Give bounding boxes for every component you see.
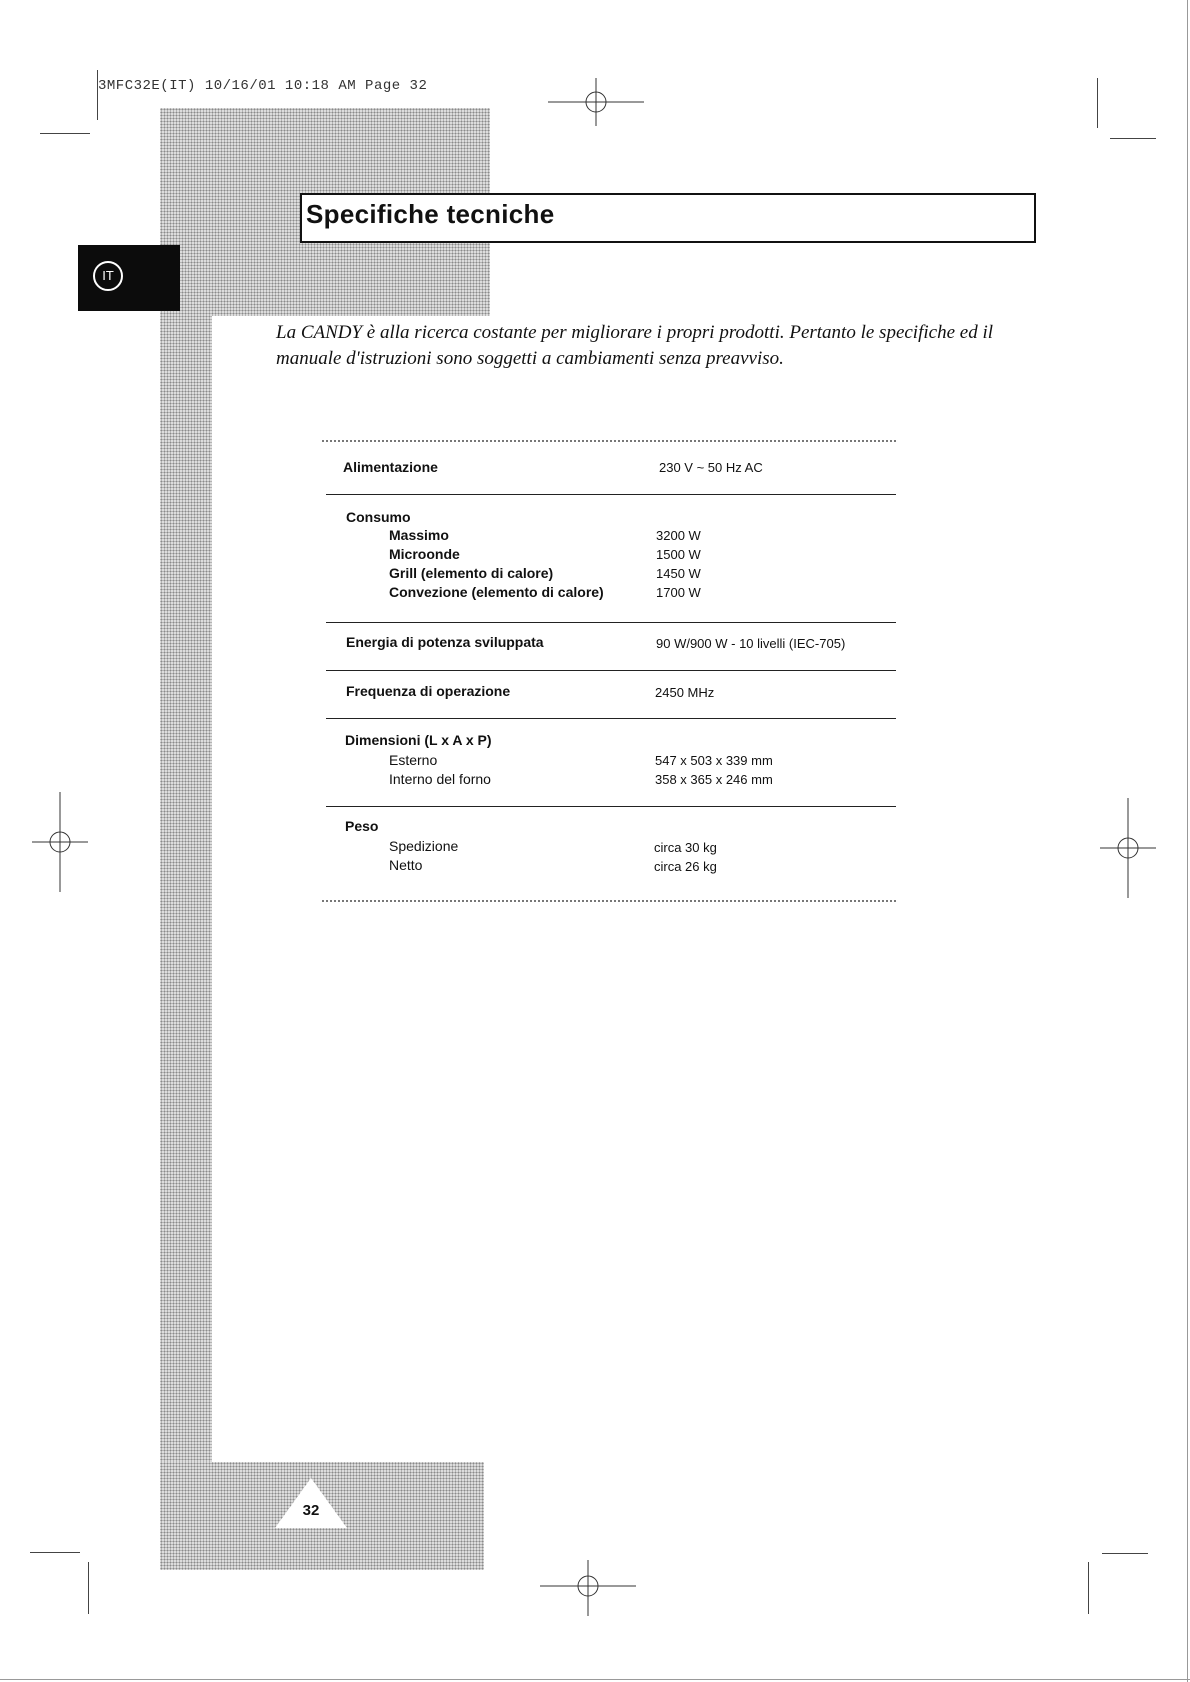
- table-divider: [326, 622, 896, 623]
- spec-power-supply-value: 230 V ~ 50 Hz AC: [659, 460, 763, 475]
- table-divider: [326, 670, 896, 671]
- crop-mark-top-right-v: [1097, 78, 1098, 128]
- spec-consumption-value: 3200 W: [656, 528, 701, 543]
- spec-dimensions-label: Dimensioni (L x A x P): [345, 732, 492, 748]
- spec-power-supply-label: Alimentazione: [343, 459, 438, 475]
- spec-consumption-value: 1700 W: [656, 585, 701, 600]
- intro-note: La CANDY è alla ricerca costante per migliorare i propri prodotti. Pertanto le specifiche ed il manuale d'istruzioni sono soggetti a cambiamenti senza preavviso.: [276, 322, 993, 369]
- spec-output-power-label: Energia di potenza sviluppata: [346, 634, 544, 650]
- spec-consumption-item: Convezione (elemento di calore): [389, 584, 604, 600]
- spec-weight-label: Peso: [345, 818, 379, 834]
- page-edge-right: [1187, 0, 1188, 1682]
- crop-mark-top-left-h: [40, 133, 90, 134]
- table-divider: [326, 494, 896, 495]
- registration-mark-right: [1100, 798, 1156, 898]
- spec-frequency-value: 2450 MHz: [655, 685, 715, 700]
- language-badge: IT: [93, 261, 123, 291]
- print-header: 3MFC32E(IT) 10/16/01 10:18 AM Page 32: [98, 78, 428, 94]
- spec-weight-item: Spedizione: [389, 838, 459, 854]
- spec-weight-value: circa 30 kg: [654, 840, 717, 855]
- crop-mark-bottom-left-v: [88, 1562, 89, 1614]
- table-top-border: [322, 440, 896, 442]
- section-title-box: [300, 193, 1036, 243]
- registration-mark-top: [548, 78, 644, 130]
- spec-dimensions-value: 547 x 503 x 339 mm: [655, 753, 773, 768]
- page-title: Specifiche tecniche: [306, 199, 555, 229]
- crop-mark-top-right-h: [1110, 138, 1156, 139]
- spec-consumption-value: 1450 W: [656, 566, 701, 581]
- table-bottom-border: [322, 900, 896, 902]
- spec-weight-item: Netto: [389, 857, 423, 873]
- spec-consumption-item: Grill (elemento di calore): [389, 565, 554, 581]
- crop-mark-bottom-right-v: [1088, 1562, 1089, 1614]
- spec-consumption-item: Microonde: [389, 546, 460, 562]
- registration-mark-bottom: [540, 1560, 636, 1616]
- side-band-vertical: [160, 108, 212, 1570]
- page-number: 32: [302, 1502, 320, 1519]
- spec-frequency-label: Frequenza di operazione: [346, 683, 511, 699]
- language-tab: [78, 245, 180, 311]
- crop-mark-bottom-right-h: [1102, 1553, 1148, 1554]
- spec-consumption-label: Consumo: [346, 509, 411, 525]
- crop-mark-top-left-v: [97, 70, 98, 120]
- spec-consumption-item: Massimo: [389, 527, 449, 543]
- registration-mark-left: [32, 792, 88, 892]
- spec-dimensions-value: 358 x 365 x 246 mm: [655, 772, 773, 787]
- spec-dimensions-item: Esterno: [389, 752, 438, 768]
- spec-output-power-value: 90 W/900 W - 10 livelli (IEC-705): [656, 636, 846, 651]
- spec-dimensions-item: Interno del forno: [389, 771, 491, 787]
- spec-weight-value: circa 26 kg: [654, 859, 717, 874]
- table-divider: [326, 806, 896, 807]
- page-edge-bottom: [0, 1679, 1190, 1680]
- table-divider: [326, 718, 896, 719]
- spec-consumption-value: 1500 W: [656, 547, 701, 562]
- crop-mark-bottom-left-h: [30, 1552, 80, 1553]
